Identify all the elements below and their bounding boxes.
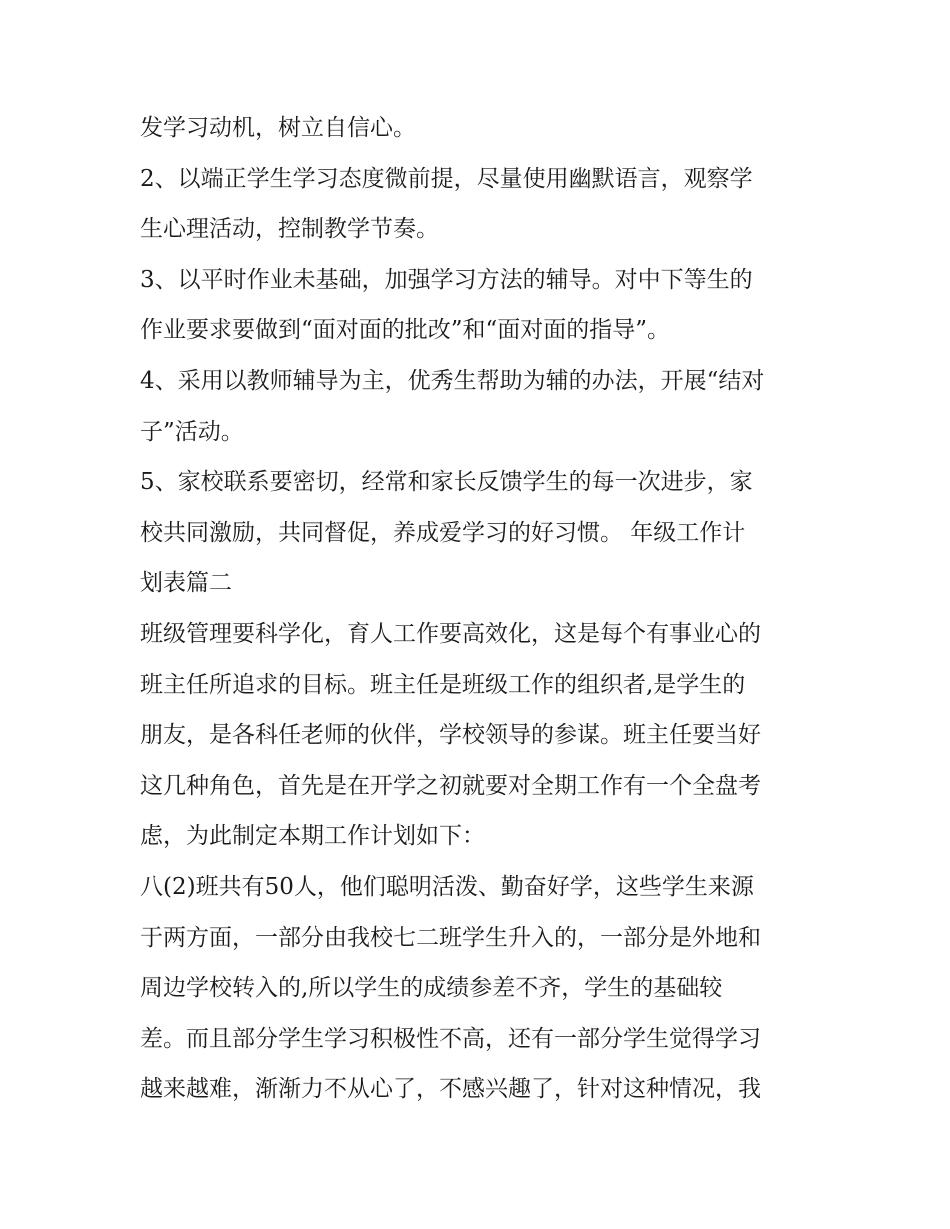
text-line: 校共同激励，共同督促，养成爱学习的好习惯。 年级工作计 [140, 519, 746, 546]
text-line: 4、采用以教师辅导为主，优秀生帮助为辅的办法，开展“结对 [140, 367, 765, 394]
text-line: 作业要求要做到“面对面的批改”和“面对面的指导”。 [140, 317, 671, 344]
text-line: 子”活动。 [140, 418, 244, 445]
document-body [140, 108, 820, 1120]
text-line: 这几种角色，首先是在开学之初就要对全期工作有一个全盘考 [140, 772, 761, 799]
text-line: 划表篇二 [140, 570, 232, 597]
text-line: 朋友，是各科任老师的伙伴，学校领导的参谋。班主任要当好 [140, 722, 761, 749]
text-line: 周边学校转入的,所以学生的成绩参差不齐，学生的基础较 [140, 975, 723, 1002]
text-line: 虑，为此制定本期工作计划如下： [140, 823, 485, 850]
text-line: 2、以端正学生学习态度微前提，尽量使用幽默语言，观察学 [140, 165, 753, 192]
text-line: 生心理活动，控制教学节奏。 [140, 216, 439, 243]
text-line: 于两方面，一部分由我校七二班学生升入的，一部分是外地和 [140, 924, 761, 951]
text-line: 发学习动机，树立自信心。 [140, 115, 416, 141]
text-line: 越来越难，渐渐力不从心了，不感兴趣了，针对这种情况，我 [140, 1076, 761, 1103]
text-line: 差。而且部分学生学习积极性不高，还有一部分学生觉得学习 [140, 1025, 761, 1052]
text-line: 3、以平时作业未基础，加强学习方法的辅导。对中下等生的 [140, 266, 753, 293]
text-line: 5、家校联系要密切，经常和家长反馈学生的每一次进步，家 [140, 469, 753, 496]
text-line: 八(2)班共有50人，他们聪明活泼、勤奋好学，这些学生来源 [140, 873, 754, 900]
text-line: 班级管理要科学化，育人工作要高效化，这是每个有事业心的 [140, 620, 761, 647]
text-line: 班主任所追求的目标。班主任是班级工作的组织者,是学生的 [140, 671, 746, 698]
